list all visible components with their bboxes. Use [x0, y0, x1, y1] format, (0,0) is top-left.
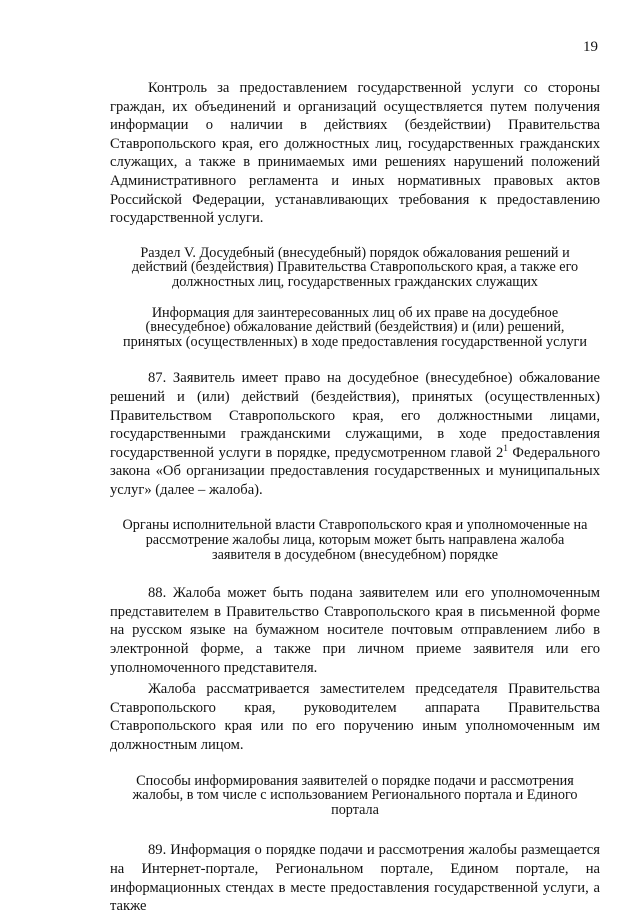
- heading-info-rights: Информация для заинтересованных лиц об их праве на досудебное (внесудебное) обжалование действий (бездействия) и (или) решений, принятых (осуществленных) в ходе предоставления государственной услуги: [123, 304, 587, 350]
- heading-organs: Органы исполнительной власти Ставропольского края и уполномоченные на рассмотрение жалобы лица, которым может быть направлена жалоба заявителя в досудебном (внесудебном) порядке: [122, 517, 588, 563]
- paragraph-88-continued: Жалоба рассматривается заместителем председателя Правительства Ставропольского края, руководителем аппарата Правительства Ставропольского края или по его поручению иным уполномоченным им должностным лицом.: [110, 681, 600, 753]
- chapter-superscript: 1: [503, 442, 508, 453]
- paragraph-88: 88. Жалоба может быть подана заявителем или его уполномоченным представителем в Правительство Ставропольского края в письменной форме на русском языке на бумажном носителе почтовым отправлением либо в электронной форме, а также при личном приеме заявителя или его уполномоченного представителя.: [110, 585, 600, 676]
- paragraph-87-text: 87. Заявитель имеет право на досудебное (внесудебное) обжалование решений и (или) действий (бездействия), принятых (осуществленных) Правительством Ставропольского края, его должностными лицами, государственными гражданскими служащими, в ходе предоставления государственной услуги в порядке, предусмотренном главой 2: [110, 370, 600, 461]
- page-number: 19: [583, 39, 598, 55]
- paragraph-control: Контроль за предоставлением государственной услуги со стороны граждан, их объединений и организаций осуществляется путем получения информации о наличии в действиях (бездействии) Правительства Ставропольского края, его должностных лиц, государственных гражданских служащих, а также в принимаемых ими решениях нарушений положений Административного регламента и иных нормативных правовых актов Российской Федерации, устанавливающих требования к предоставлению государственной услуги.: [110, 80, 600, 227]
- page-content: [110, 79, 600, 916]
- paragraph-89: 89. Информация о порядке подачи и рассмотрения жалобы размещается на Интернет-портале, Региональном портале, Едином портале, на информационных стендах в месте предоставления государственной услуги, а также: [110, 842, 600, 915]
- paragraph-87-text-end: Федерального закона «Об организации предоставления государственных и муниципальных услуг» (далее – жалоба).: [110, 444, 601, 498]
- paragraph-87: [110, 369, 600, 499]
- heading-ways: Способы информирования заявителей о порядке подачи и рассмотрения жалобы, в том числе с использованием Регионального портала и Единого портала: [132, 772, 578, 818]
- heading-section-5: Раздел V. Досудебный (внесудебный) порядок обжалования решений и действий (бездействия) Правительства Ставропольского края, а также его должностных лиц, государственных гражданских служащих: [131, 244, 579, 290]
